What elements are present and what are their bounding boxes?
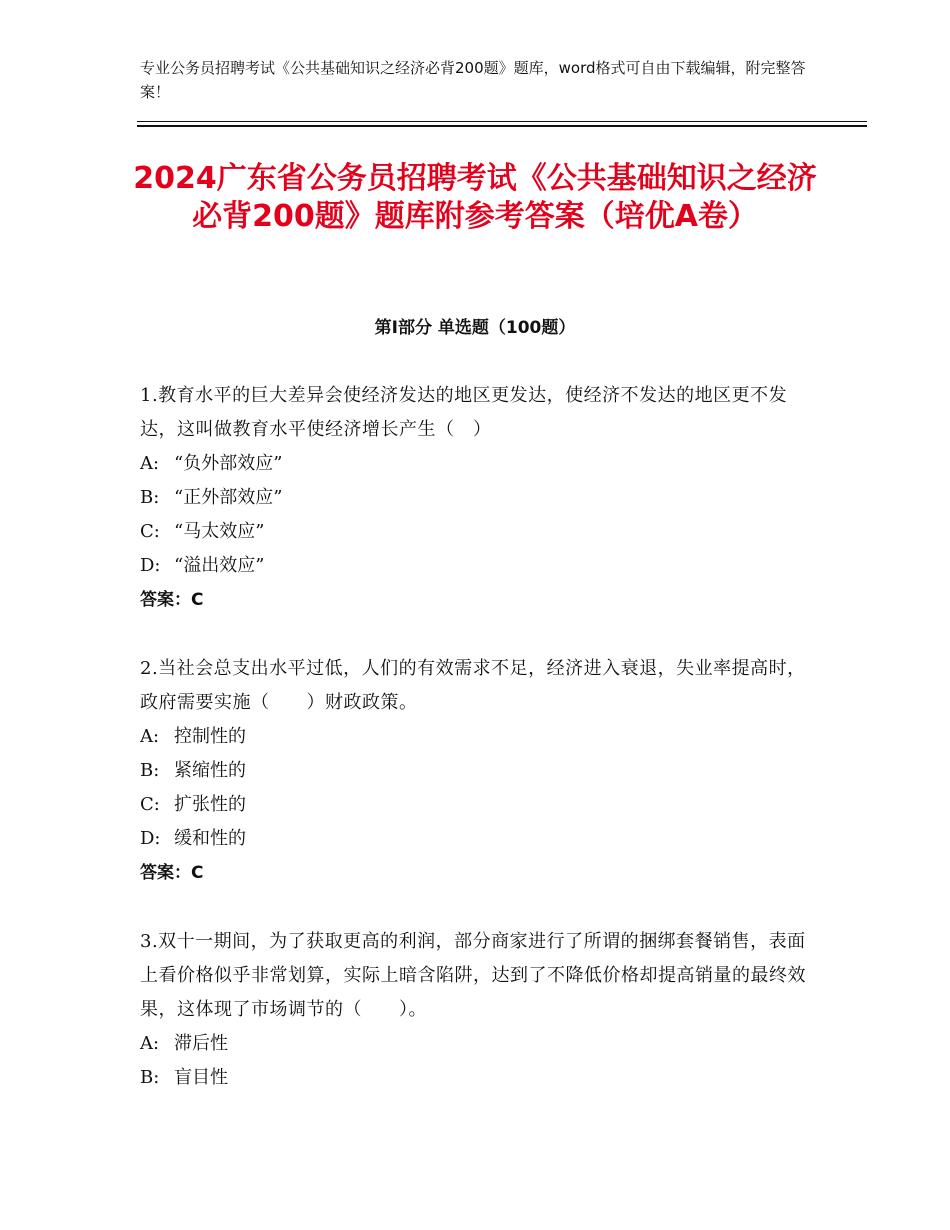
question-option-b bbox=[140, 481, 820, 515]
option-text: 扩张性的 bbox=[174, 794, 246, 815]
question-option-c bbox=[140, 515, 820, 549]
option-text: 盲目性 bbox=[174, 1067, 228, 1088]
option-text: “负外部效应” bbox=[174, 453, 283, 474]
option-letter: C: bbox=[140, 794, 160, 815]
option-letter: D: bbox=[140, 555, 161, 576]
header-divider bbox=[137, 121, 867, 122]
option-letter: A: bbox=[140, 1033, 160, 1054]
option-text: 缓和性的 bbox=[174, 828, 246, 849]
question-answer: 答案：C bbox=[140, 863, 204, 883]
question-option-d bbox=[140, 549, 820, 583]
question-stem: 2.当社会总支出水平过低，人们的有效需求不足，经济进入衰退，失业率提高时，政府需要实施（ ）财政政策。 bbox=[140, 658, 806, 713]
question-option-a bbox=[140, 720, 820, 754]
question-stem: 3.双十一期间，为了获取更高的利润，部分商家进行了所谓的捆绑套餐销售，表面上看价格似乎非常划算，实际上暗含陷阱，达到了不降低价格却提高销量的最终效果，这体现了市场调节的（ ）。 bbox=[140, 931, 806, 1020]
option-text: “马太效应” bbox=[174, 521, 265, 542]
question-option-c bbox=[140, 788, 820, 822]
option-text: 滞后性 bbox=[174, 1033, 228, 1054]
question-option-b bbox=[140, 754, 820, 788]
question-answer: 答案：C bbox=[140, 590, 204, 610]
option-text: “溢出效应” bbox=[174, 555, 265, 576]
option-text: 紧缩性的 bbox=[174, 760, 246, 781]
header-note: 专业公务员招聘考试《公共基础知识之经济必背200题》题库，word格式可自由下载编辑，附完整答案！ bbox=[140, 59, 806, 101]
option-text: 控制性的 bbox=[174, 726, 246, 747]
question-option-a bbox=[140, 1027, 820, 1061]
header-divider-thick bbox=[137, 125, 867, 127]
option-letter: A: bbox=[140, 726, 160, 747]
option-letter: C: bbox=[140, 521, 160, 542]
option-letter: A: bbox=[140, 453, 160, 474]
question-stem: 1.教育水平的巨大差异会使经济发达的地区更发达，使经济不发达的地区更不发达，这叫做教育水平使经济增长产生（ ） bbox=[140, 385, 788, 440]
question-option-b bbox=[140, 1061, 820, 1095]
option-letter: B: bbox=[140, 487, 160, 508]
question-2 bbox=[140, 652, 820, 890]
option-text: “正外部效应” bbox=[174, 487, 283, 508]
option-letter: B: bbox=[140, 760, 160, 781]
option-letter: B: bbox=[140, 1067, 160, 1088]
document-title: 2024广东省公务员招聘考试《公共基础知识之经济必背200题》题库附参考答案（培优A卷） bbox=[133, 161, 817, 234]
question-option-d bbox=[140, 822, 820, 856]
question-1 bbox=[140, 379, 820, 617]
question-option-a bbox=[140, 447, 820, 481]
section-title: 第Ⅰ部分 单选题（100题） bbox=[374, 318, 576, 338]
question-3 bbox=[140, 925, 820, 1095]
option-letter: D: bbox=[140, 828, 161, 849]
